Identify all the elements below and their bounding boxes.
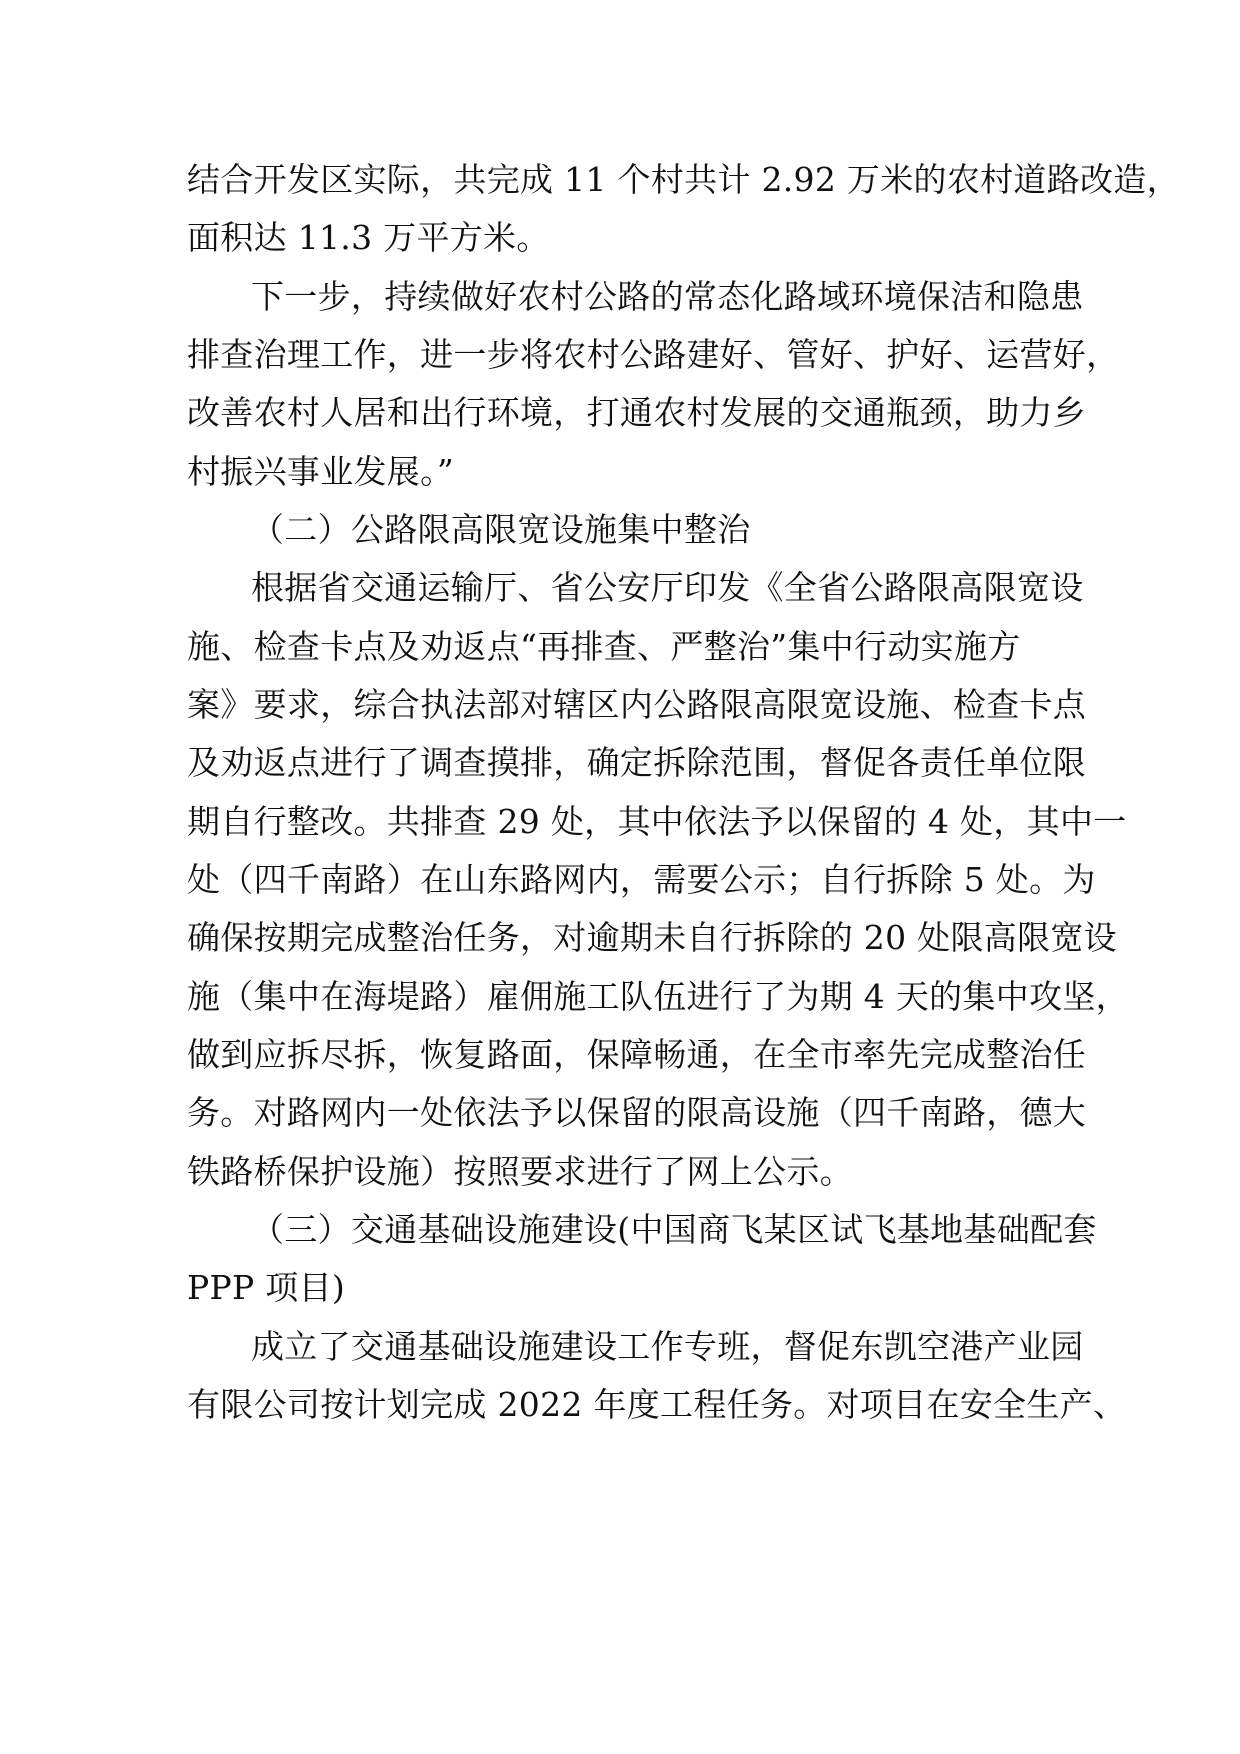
paragraph-line: 村振兴事业发展。” [187, 452, 455, 491]
paragraph-line: 及劝返点进行了调查摸排，确定拆除范围，督促各责任单位限 [187, 743, 1087, 782]
paragraph-line: 做到应拆尽拆，恢复路面，保障畅通，在全市率先完成整治任 [187, 1035, 1087, 1074]
paragraph-line: 下一步，持续做好农村公路的常态化路域环境保洁和隐患 [251, 277, 1084, 316]
paragraph-line: 施（集中在海堤路）雇佣施工队伍进行了为期 4 天的集中攻坚， [187, 977, 1129, 1016]
paragraph-line: 有限公司按计划完成 2022 年度工程任务。对项目在安全生产、 [187, 1385, 1127, 1424]
paragraph-line: 铁路桥保护设施）按照要求进行了网上公示。 [187, 1152, 853, 1191]
paragraph-line: 确保按期完成整治任务，对逾期未自行拆除的 20 处限高限宽设 [187, 918, 1117, 957]
paragraph-line: 面积达 11.3 万平方米。 [187, 218, 550, 257]
paragraph-line: 案》要求，综合执法部对辖区内公路限高限宽设施、检查卡点 [187, 685, 1087, 724]
paragraph-line: 处（四千南路）在山东路网内，需要公示；自行拆除 5 处。为 [187, 860, 1096, 899]
paragraph-line: 务。对路网内一处依法予以保留的限高设施（四千南路，德大 [187, 1093, 1087, 1132]
paragraph-line: 结合开发区实际，共完成 11 个村共计 2.92 万米的农村道路改造， [187, 160, 1180, 199]
section-heading: （三）交通基础设施建设(中国商飞某区试飞基地基础配套 [251, 1210, 1097, 1249]
paragraph-line: 排查治理工作，进一步将农村公路建好、管好、护好、运营好， [187, 335, 1120, 374]
paragraph-line: 成立了交通基础设施建设工作专班，督促东凯空港产业园 [251, 1327, 1084, 1366]
paragraph-line: 改善农村人居和出行环境，打通农村发展的交通瓶颈，助力乡 [187, 393, 1087, 432]
section-heading-continued: PPP 项目) [187, 1268, 346, 1307]
paragraph-line: 施、检查卡点及劝返点“再排查、严整治”集中行动实施方 [187, 627, 1021, 666]
paragraph-line: 根据省交通运输厅、省公安厅印发《全省公路限高限宽设 [251, 568, 1084, 607]
paragraph-line: 期自行整改。共排查 29 处，其中依法予以保留的 4 处，其中一 [187, 802, 1127, 841]
section-heading: （二）公路限高限宽设施集中整治 [251, 510, 751, 549]
